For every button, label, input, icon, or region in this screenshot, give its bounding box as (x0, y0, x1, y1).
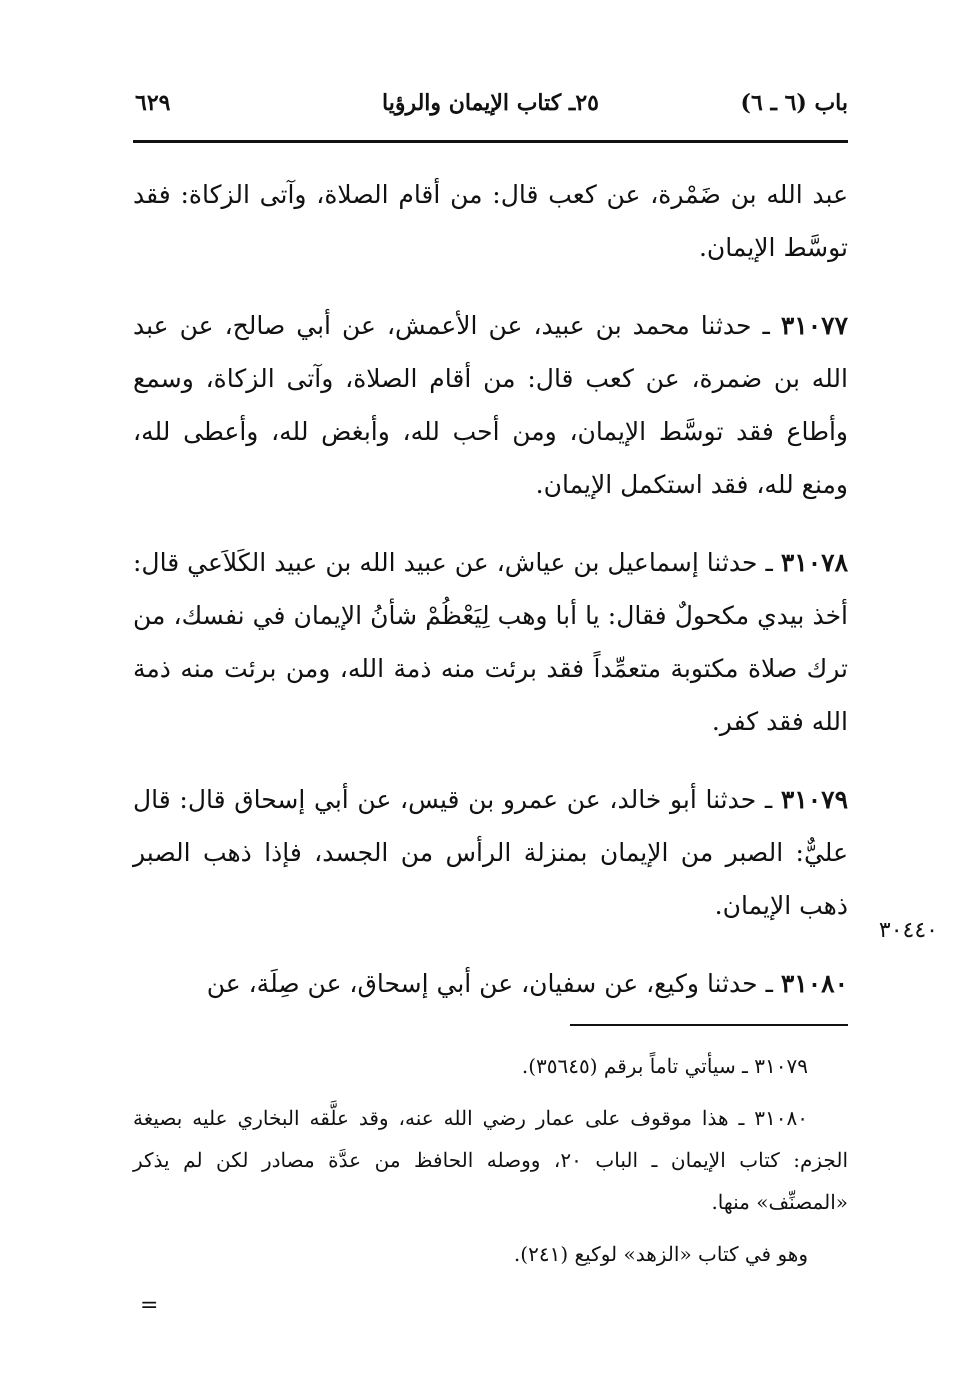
hadith-number: ٣١٠٧٨ (780, 548, 848, 577)
page-number: ٦٢٩ (135, 90, 171, 116)
footnote: ٣١٠٧٩ ـ سيأتي تاماً برقم (٣٥٦٤٥). (521, 1054, 808, 1078)
hadith-paragraph (133, 773, 848, 932)
hadith-text: ـ حدثنا أبو خالد، عن عمرو بن قيس، عن أبي إسحاق قال: قال عليٌّ: الصبر من الإيمان بمنزلة الرأس من الجسد، فإذا ذهب الصبر ذهب الإيمان. (133, 785, 848, 920)
book-title: ٢٥ـ كتاب الإيمان والرؤيا (382, 90, 599, 116)
footnotes (133, 1045, 848, 1285)
hadith-number: ٣١٠٧٧ (780, 311, 848, 340)
hadith-text: ـ حدثنا محمد بن عبيد، عن الأعمش، عن أبي صالح، عن عبد الله بن ضمرة، عن كعب قال: من أقام الصلاة، وآتى الزكاة، وسمع وأطاع فقد توسَّط الإيمان، ومن أحب لله، وأبغض لله، وأعطى لله، ومنع لله، فقد استكمل الإيمان. (133, 311, 848, 499)
footnote: ٣١٠٨٠ ـ هذا موقوف على عمار رضي الله عنه، وقد علَّقه البخاري عليه بصيغة الجزم: كتاب الإيمان ـ الباب ٢٠، ووصله الحافظ من عدَّة مصادر لكن لم يذكر «المصنِّف» منها. (133, 1106, 848, 1214)
hadith-text: ـ حدثنا إسماعيل بن عياش، عن عبيد الله بن عبيد الكَلاَعي قال: أخذ بيدي مكحولٌ فقال: يا أبا وهب لِيَعْظُمْ شأنُ الإيمان في نفسك، من ترك صلاة مكتوبة متعمِّداً فقد برئت منه ذمة الله، ومن برئت منه ذمة الله فقد كفر. (133, 548, 848, 736)
hadith-number: ٣١٠٨٠ (780, 969, 848, 998)
header-rule (133, 140, 848, 143)
hadith-text: ـ حدثنا وكيع، عن سفيان، عن أبي إسحاق، عن صِلَة، عن (206, 969, 781, 998)
hadith-paragraph (133, 299, 848, 511)
paragraph-text: عبد الله بن ضَمْرة، عن كعب قال: من أقام الصلاة، وآتى الزكاة: فقد توسَّط الإيمان. (133, 180, 848, 262)
footnote: وهو في كتاب «الزهد» لوكيع (٢٤١). (513, 1242, 808, 1266)
hadith-number: ٣١٠٧٩ (780, 785, 848, 814)
continuation-mark: = (140, 1293, 159, 1318)
hadith-paragraph (133, 957, 848, 1010)
page-header (133, 90, 848, 130)
hadith-paragraph (133, 536, 848, 748)
footnote-rule (570, 1024, 848, 1026)
chapter-title: باب (٦ ـ ٦) (740, 90, 848, 116)
paragraph (133, 168, 848, 274)
margin-reference-number: ٣٠٤٤٠ (878, 918, 938, 943)
main-text (133, 168, 848, 1035)
